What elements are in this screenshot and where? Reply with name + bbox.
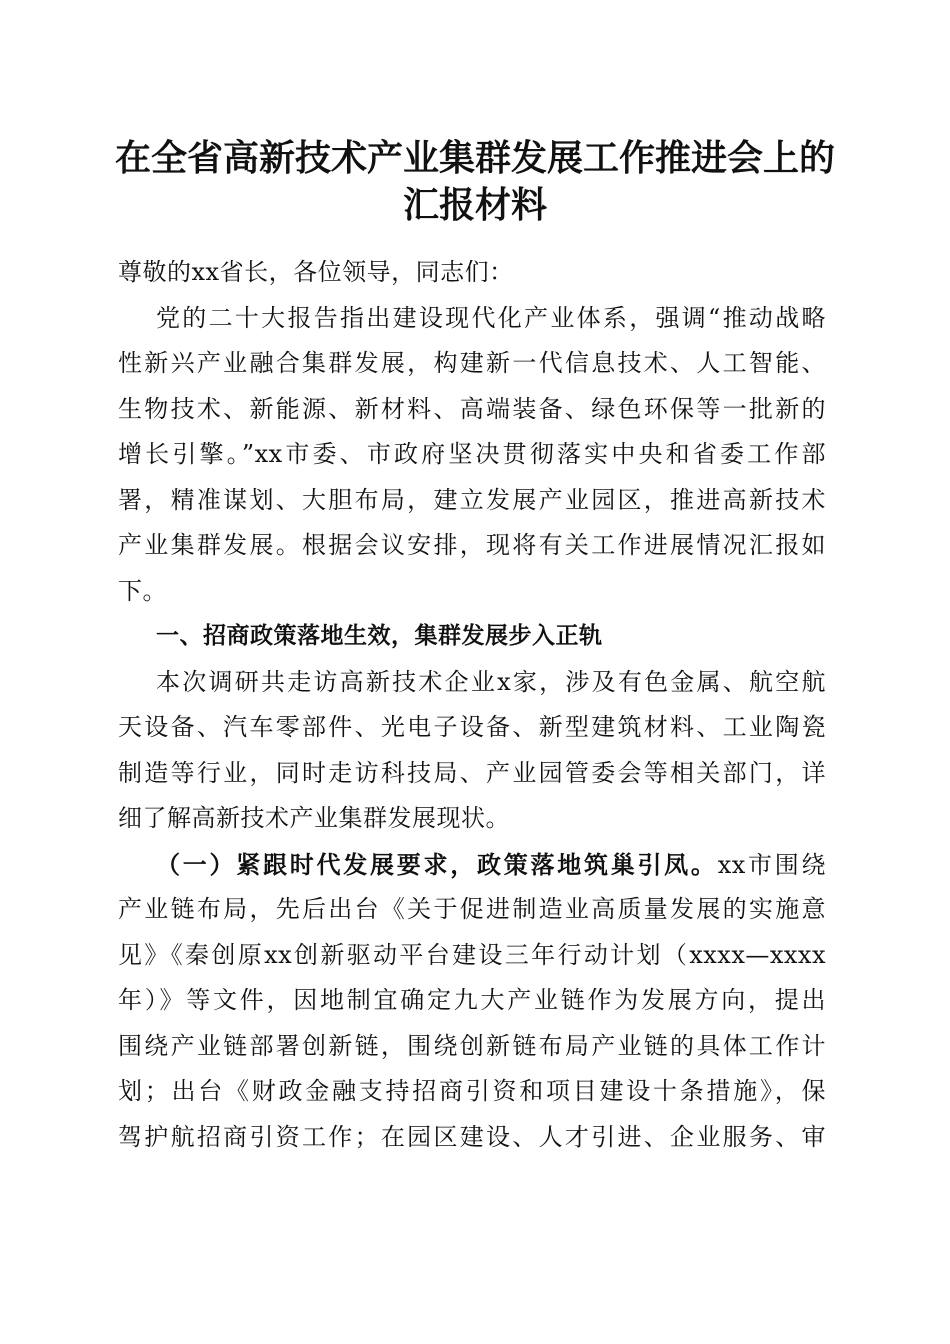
paragraph-line: 性新兴产业融合集群发展，构建新一代信息技术、人工智能、	[118, 349, 826, 377]
paragraph-line: 围绕产业链部署创新链，围绕创新链布局产业链的具体工作计	[118, 1031, 826, 1060]
paragraph-policy	[118, 842, 826, 1161]
paragraph-line: 生物技术、新能源、新材料、高端装备、绿色环保等一批新的	[118, 394, 826, 423]
document-title	[110, 135, 840, 229]
paragraph-line: 下。	[118, 576, 167, 605]
paragraph-intro	[118, 296, 826, 615]
paragraph-line: 产业链布局，先后出台《关于促进制造业高质量发展的实施意	[118, 895, 826, 923]
paragraph-line: 驾护航招商引资工作；在园区建设、人才引进、企业服务、审	[118, 1122, 826, 1151]
paragraph-text: xx市围绕	[717, 850, 826, 879]
paragraph-survey	[118, 660, 826, 842]
paragraph-line: 署，精准谋划、大胆布局，建立发展产业园区，推进高新技术	[118, 485, 826, 514]
paragraph-line: 产业集群发展。根据会议安排，现将有关工作进展情况汇报如	[118, 531, 826, 559]
paragraph-line: 天设备、汽车零部件、光电子设备、新型建筑材料、工业陶瓷	[118, 713, 826, 741]
paragraph-line: 制造等行业，同时走访科技局、产业园管委会等相关部门，详	[118, 758, 826, 787]
section-heading-1: 一、招商政策落地生效，集群发展步入正轨	[156, 623, 603, 649]
paragraph-line: 年）》等文件，因地制宜确定九大产业链作为发展方向，提出	[118, 986, 826, 1014]
salutation: 尊敬的xx省长，各位领导，同志们：	[118, 258, 514, 286]
paragraph-line: 划；出台《财政金融支持招商引资和项目建设十条措施》，保	[118, 1077, 826, 1105]
subsection-heading-1: （一）紧跟时代发展要求，政策落地筑巢引凤。	[156, 849, 718, 879]
paragraph-line: 增长引擎。”xx市委、市政府坚决贯彻落实中央和省委工作部	[118, 440, 826, 468]
paragraph-line: 本次调研共走访高新技术企业x家，涉及有色金属、航空航	[156, 667, 826, 696]
paragraph-line: 细了解高新技术产业集群发展现状。	[118, 804, 510, 832]
paragraph-line: 党的二十大报告指出建设现代化产业体系，强调“推动战略	[156, 303, 826, 332]
title-line-2: 汇报材料	[402, 184, 547, 226]
title-line-1: 在全省高新技术产业集群发展工作推进会上的	[114, 137, 835, 179]
paragraph-line: 见》《秦创原xx创新驱动平台建设三年行动计划（xxxx—xxxx	[118, 940, 826, 969]
paragraph-line-lead	[118, 842, 826, 888]
document-body	[118, 250, 826, 1160]
